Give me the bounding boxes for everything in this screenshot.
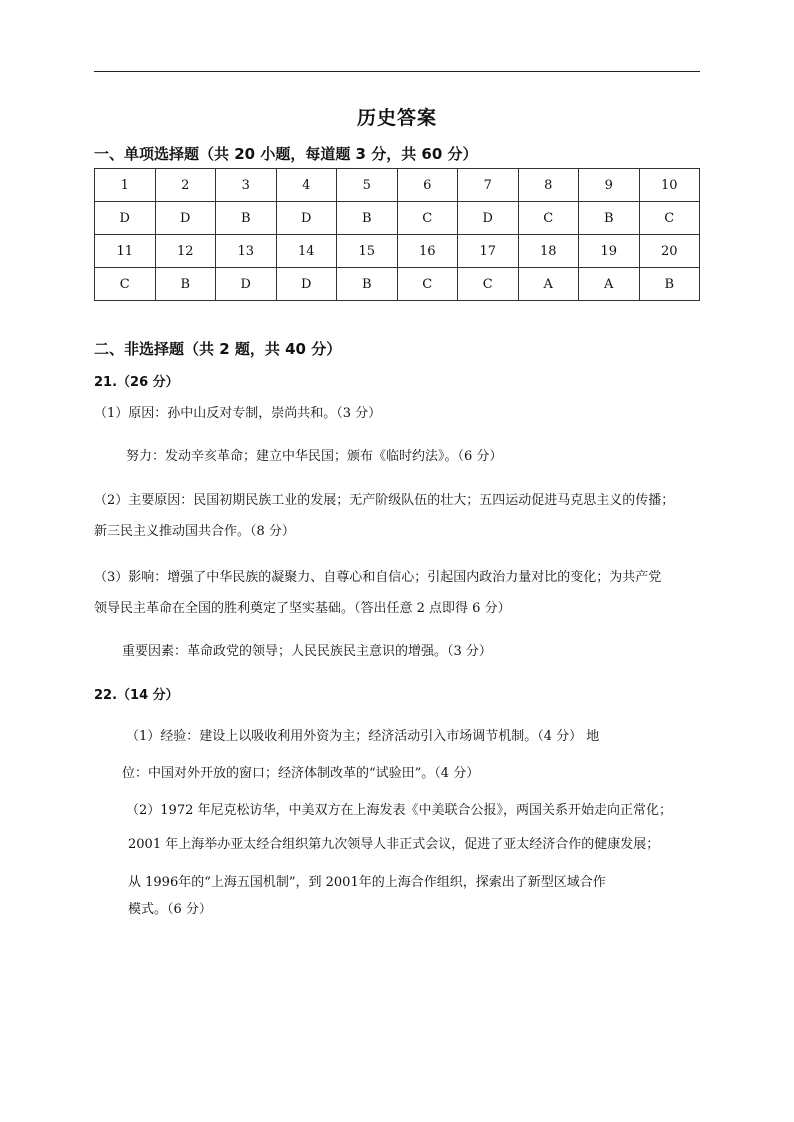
table-cell: B xyxy=(579,202,640,235)
table-cell: 1 xyxy=(95,169,156,202)
table-cell: 6 xyxy=(397,169,458,202)
table-cell: A xyxy=(579,268,640,301)
table-cell: C xyxy=(397,268,458,301)
table-cell: 8 xyxy=(518,169,579,202)
q21-line: 重要因素：革命政党的领导；人民民族民主意识的增强。（3 分） xyxy=(122,644,492,659)
table-cell: D xyxy=(458,202,519,235)
table-cell: 19 xyxy=(579,235,640,268)
table-cell: D xyxy=(155,202,216,235)
q21-line: （1）原因：孙中山反对专制，崇尚共和。（3 分） xyxy=(94,406,382,421)
table-row xyxy=(95,268,700,301)
q22-line: 模式。（6 分） xyxy=(128,902,212,917)
table-cell: B xyxy=(216,202,277,235)
table-cell: C xyxy=(397,202,458,235)
section1-heading: 一、单项选择题（共 20 小题，每道题 3 分，共 60 分） xyxy=(94,145,478,163)
q22-line: 2001 年上海举办亚太经合组织第九次领导人非正式会议，促进了亚太经济合作的健康发展； xyxy=(128,837,660,852)
table-cell: B xyxy=(155,268,216,301)
table-row xyxy=(95,202,700,235)
table-cell: 12 xyxy=(155,235,216,268)
q22-line: （1）经验：建设上以吸收利用外资为主；经济活动引入市场调节机制。（4 分） 地 xyxy=(126,729,600,744)
table-cell: C xyxy=(518,202,579,235)
table-cell: D xyxy=(276,268,337,301)
q22-line: （2）1972 年尼克松访华，中美双方在上海发表《中美联合公报》，两国关系开始走向正常化； xyxy=(126,803,672,818)
q21-line: 新三民主义推动国共合作。（8 分） xyxy=(94,524,295,539)
table-cell: 9 xyxy=(579,169,640,202)
table-cell: C xyxy=(95,268,156,301)
table-cell: 14 xyxy=(276,235,337,268)
q21-line: 努力：发动辛亥革命；建立中华民国；颁布《临时约法》。（6 分） xyxy=(126,449,503,464)
table-row xyxy=(95,235,700,268)
table-cell: 5 xyxy=(337,169,398,202)
table-cell: 20 xyxy=(639,235,700,268)
q22-line: 从 1996年的“上海五国机制”，到 2001年的上海合作组织，探索出了新型区域合作 xyxy=(128,875,606,890)
section2-heading: 二、非选择题（共 2 题，共 40 分） xyxy=(94,340,342,358)
answer-table xyxy=(94,168,700,301)
table-cell: 11 xyxy=(95,235,156,268)
table-row xyxy=(95,169,700,202)
page-title: 历史答案 xyxy=(356,107,437,129)
table-cell: D xyxy=(216,268,277,301)
table-cell: 3 xyxy=(216,169,277,202)
table-cell: 7 xyxy=(458,169,519,202)
table-cell: D xyxy=(276,202,337,235)
table-cell: 15 xyxy=(337,235,398,268)
q21-line: （2）主要原因：民国初期民族工业的发展；无产阶级队伍的壮大；五四运动促进马克思主义的传播； xyxy=(94,493,675,508)
q22-header: 22.（14 分） xyxy=(94,688,179,703)
table-cell: 13 xyxy=(216,235,277,268)
table-cell: B xyxy=(337,202,398,235)
table-cell: 17 xyxy=(458,235,519,268)
table-cell: 4 xyxy=(276,169,337,202)
q21-line: 领导民主革命在全国的胜利奠定了坚实基础。（答出任意 2 点即得 6 分） xyxy=(94,601,511,616)
table-cell: 16 xyxy=(397,235,458,268)
table-cell: C xyxy=(639,202,700,235)
table-cell: 2 xyxy=(155,169,216,202)
q21-header: 21.（26 分） xyxy=(94,375,179,390)
table-cell: D xyxy=(95,202,156,235)
table-cell: A xyxy=(518,268,579,301)
header-rule xyxy=(94,71,700,72)
q21-line: （3）影响：增强了中华民族的凝聚力、自尊心和自信心；引起国内政治力量对比的变化；为共产党 xyxy=(94,570,662,585)
table-cell: 18 xyxy=(518,235,579,268)
table-cell: 10 xyxy=(639,169,700,202)
table-cell: C xyxy=(458,268,519,301)
table-cell: B xyxy=(337,268,398,301)
q22-line: 位：中国对外开放的窗口；经济体制改革的“试验田”。（4 分） xyxy=(122,766,480,781)
table-cell: B xyxy=(639,268,700,301)
